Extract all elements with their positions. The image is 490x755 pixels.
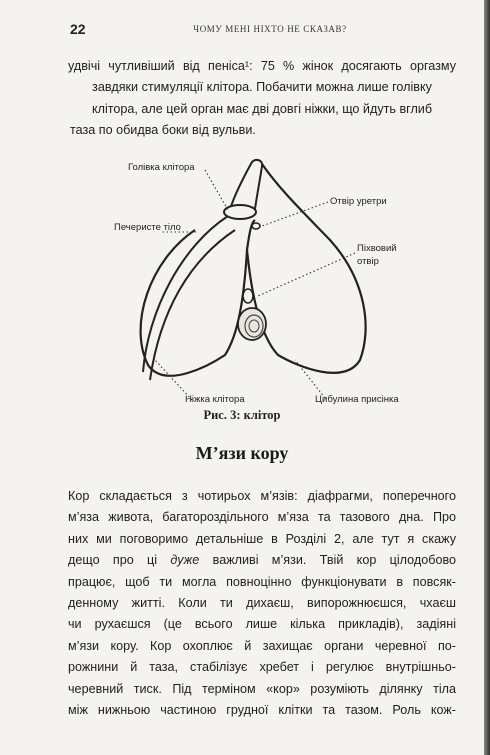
intro-paragraph [68, 56, 456, 142]
page-number: 22 [70, 21, 86, 37]
label-glans: Голівка клітора [128, 162, 195, 173]
core-line: черевний тиск. Під терміном «кор» розуміють ділянку тіла [68, 681, 456, 696]
core-line: між нижньою частиною грудної клітки та тазом. Роль кож- [68, 703, 456, 718]
emphasis-word: дуже [170, 553, 200, 568]
core-line: м’язи кору. Кор охоплює й захищає органи черевної по- [68, 638, 456, 653]
page-edge-shadow [484, 0, 490, 755]
label-vaginal-opening: Піхвовий [357, 243, 397, 254]
core-line: рожнини й таза, стабілізує хребет і регулює внутрішньо- [68, 660, 456, 675]
label-urethral-opening: Отвір уретри [330, 196, 387, 207]
label-vestibular-bulb: Цибулина присінка [315, 394, 399, 405]
clitoris-diagram [0, 150, 484, 420]
core-line: денному житті. Коли ти дихаєш, випорожнюєшся, чхаєш [68, 596, 456, 611]
label-crus: Ніжка клітора [185, 394, 245, 405]
core-line: чи рухаєшся (це всього лише кілька прикладів), задіяні [68, 617, 456, 632]
running-title: ЧОМУ МЕНІ НІХТО НЕ СКАЗАВ? [193, 24, 347, 34]
section-heading: М’язи кору [195, 443, 289, 463]
label-vaginal-opening-2: отвір [357, 256, 379, 267]
label-corpus-cavernosum: Печеристе тіло [114, 222, 181, 233]
core-line-part: дещо про ці [68, 553, 158, 568]
intro-line: завдяки стимуляції клітора. Побачити можна лише голівку [92, 80, 432, 95]
core-line: них ми поговоримо детальніше в Розділі 2, але тут я скажу [68, 531, 456, 546]
intro-line: клітора, але цей орган має дві довгі ніжки, що йдуть вглиб [91, 101, 433, 116]
core-line: м’яза живота, багатороздільного м’яза та тазового дна. Про [68, 510, 456, 525]
intro-line: удвічі чутливіший від пеніса¹: 75 % жінок досягають оргазму [68, 59, 456, 73]
core-paragraph [68, 486, 456, 721]
figure-caption: Рис. 3: клітор [203, 408, 281, 422]
core-line-part: важливі м’язи. Твій кор цілодобово [212, 553, 457, 568]
diagram-illustration [0, 150, 484, 420]
core-line: працює, щоб ти могла повноцінно функціонувати в повсяк- [68, 574, 456, 589]
intro-line: таза по обидва боки від вульви. [70, 123, 256, 138]
core-line: Кор складається з чотирьох м’язів: діафрагми, поперечного [68, 489, 456, 503]
core-line [68, 550, 456, 571]
